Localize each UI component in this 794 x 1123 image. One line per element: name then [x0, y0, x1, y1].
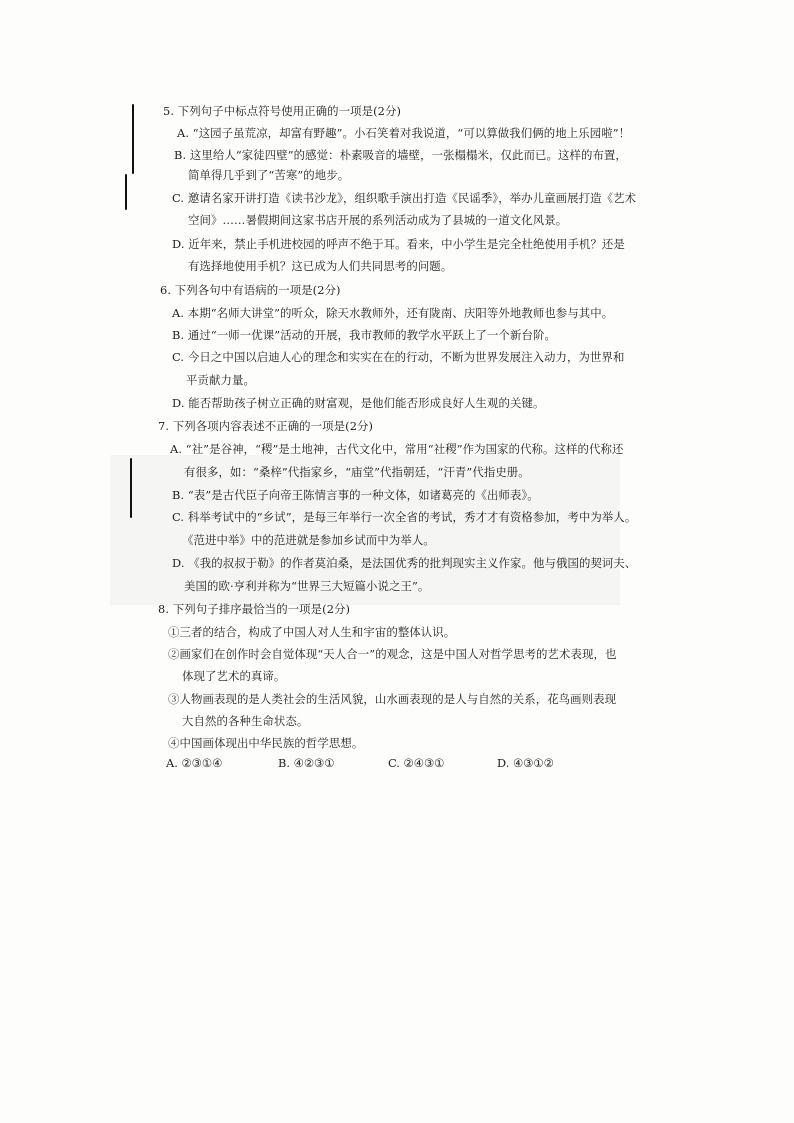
question-7-option-c-cont: 《范进中举》中的范进就是参加乡试而中为举人。: [182, 533, 435, 547]
question-5-option-c-cont: 空间》……暑假期间这家书店开展的系列活动成为了县城的一道文化风景。: [188, 213, 568, 227]
question-7-option-c: C. 科举考试中的“乡试”，是每三年举行一次全省的考试，秀才才有资格参加，考中为举人。: [172, 510, 637, 524]
question-6-option-d: D. 能否帮助孩子树立正确的财富观，是他们能否形成良好人生观的关键。: [172, 396, 545, 410]
question-5-option-d: D. 近年来，禁止手机进校园的呼声不绝于耳。看来，中小学生是完全杜绝使用手机？还是: [172, 237, 625, 251]
margin-pen-mark: [125, 174, 127, 210]
question-5-option-a: A. “这园子虽荒凉，却富有野趣”。小石笑着对我说道，“可以算做我们俩的地上乐园啦”！: [177, 126, 631, 140]
question-8-sentence-3-cont: 大自然的各种生命状态。: [182, 714, 309, 728]
question-6-option-b: B. 通过“一师一优课”活动的开展，我市教师的教学水平跃上了一个新台阶。: [172, 328, 556, 342]
question-8-stem: 8. 下列句子排序最恰当的一项是(2分): [158, 602, 351, 616]
question-6-stem: 6. 下列各句中有语病的一项是(2分): [160, 283, 341, 297]
question-5-option-c: C. 邀请名家开讲打造《读书沙龙》，组织歌手演出打造《民谣季》，举办儿童画展打造《艺术: [172, 191, 637, 205]
question-5-option-b: B. 这里给人“家徒四壁”的感觉：朴素吸音的墙壁，一张榻榻米，仅此而已。这样的布置，: [174, 148, 627, 162]
question-6-option-c-cont: 平贡献力量。: [186, 373, 255, 387]
question-7-option-b: B. “表”是古代臣子向帝王陈情言事的一种文体，如诸葛亮的《出师表》。: [172, 488, 539, 502]
question-7-stem: 7. 下列各项内容表述不正确的一项是(2分): [158, 419, 374, 433]
question-6-option-a: A. 本期“名师大讲堂”的听众，除天水教师外，还有陇南、庆阳等外地教师也参与其中。: [172, 306, 614, 320]
margin-pen-mark: [132, 104, 134, 174]
answer-choice-d: D. ④③①②: [497, 756, 554, 770]
question-7-option-d: D. 《我的叔叔于勒》的作者莫泊桑，是法国优秀的批判现实主义作家。他与俄国的契诃夫、: [172, 556, 637, 570]
question-8-sentence-4: ④中国画体现出中华民族的哲学思想。: [168, 736, 364, 750]
question-8-sentence-2-cont: 体现了艺术的真谛。: [182, 669, 286, 683]
question-7-option-d-cont: 美国的欧·亨利并称为“世界三大短篇小说之王”。: [184, 579, 430, 593]
question-8-sentence-2: ②画家们在创作时会自觉体现“天人合一”的观念，这是中国人对哲学思考的艺术表现，也: [168, 647, 617, 661]
question-5-option-b-cont: 简单得几乎到了“苦寒”的地步。: [188, 168, 350, 182]
margin-pen-mark: [130, 458, 132, 518]
question-8-sentence-1: ①三者的结合，构成了中国人对人生和宇宙的整体认识。: [168, 625, 456, 639]
question-7-option-a: A. “社”是谷神，“稷”是土地神，古代文化中，常用“社稷”作为国家的代称。这样的代称还: [170, 442, 624, 456]
question-5-option-d-cont: 有选择地使用手机？这已成为人们共同思考的问题。: [188, 259, 453, 273]
question-6-option-c: C. 今日之中国以启迪人心的理念和实实在在的行动，不断为世界发展注入动力，为世界和: [172, 350, 625, 364]
question-5-stem: 5. 下列句子中标点符号使用正确的一项是(2分): [163, 104, 402, 118]
question-8-sentence-3: ③人物画表现的是人类社会的生活风貌，山水画表现的是人与自然的关系，花鸟画则表现: [168, 692, 617, 706]
question-7-option-a-cont: 有很多，如：“桑梓”代指家乡，“庙堂”代指朝廷，“汗青”代指史册。: [184, 465, 530, 479]
answer-choice-c: C. ②④③①: [388, 756, 445, 770]
answer-choice-b: B. ④②③①: [278, 756, 335, 770]
answer-choice-a: A. ②③①④: [166, 756, 223, 770]
